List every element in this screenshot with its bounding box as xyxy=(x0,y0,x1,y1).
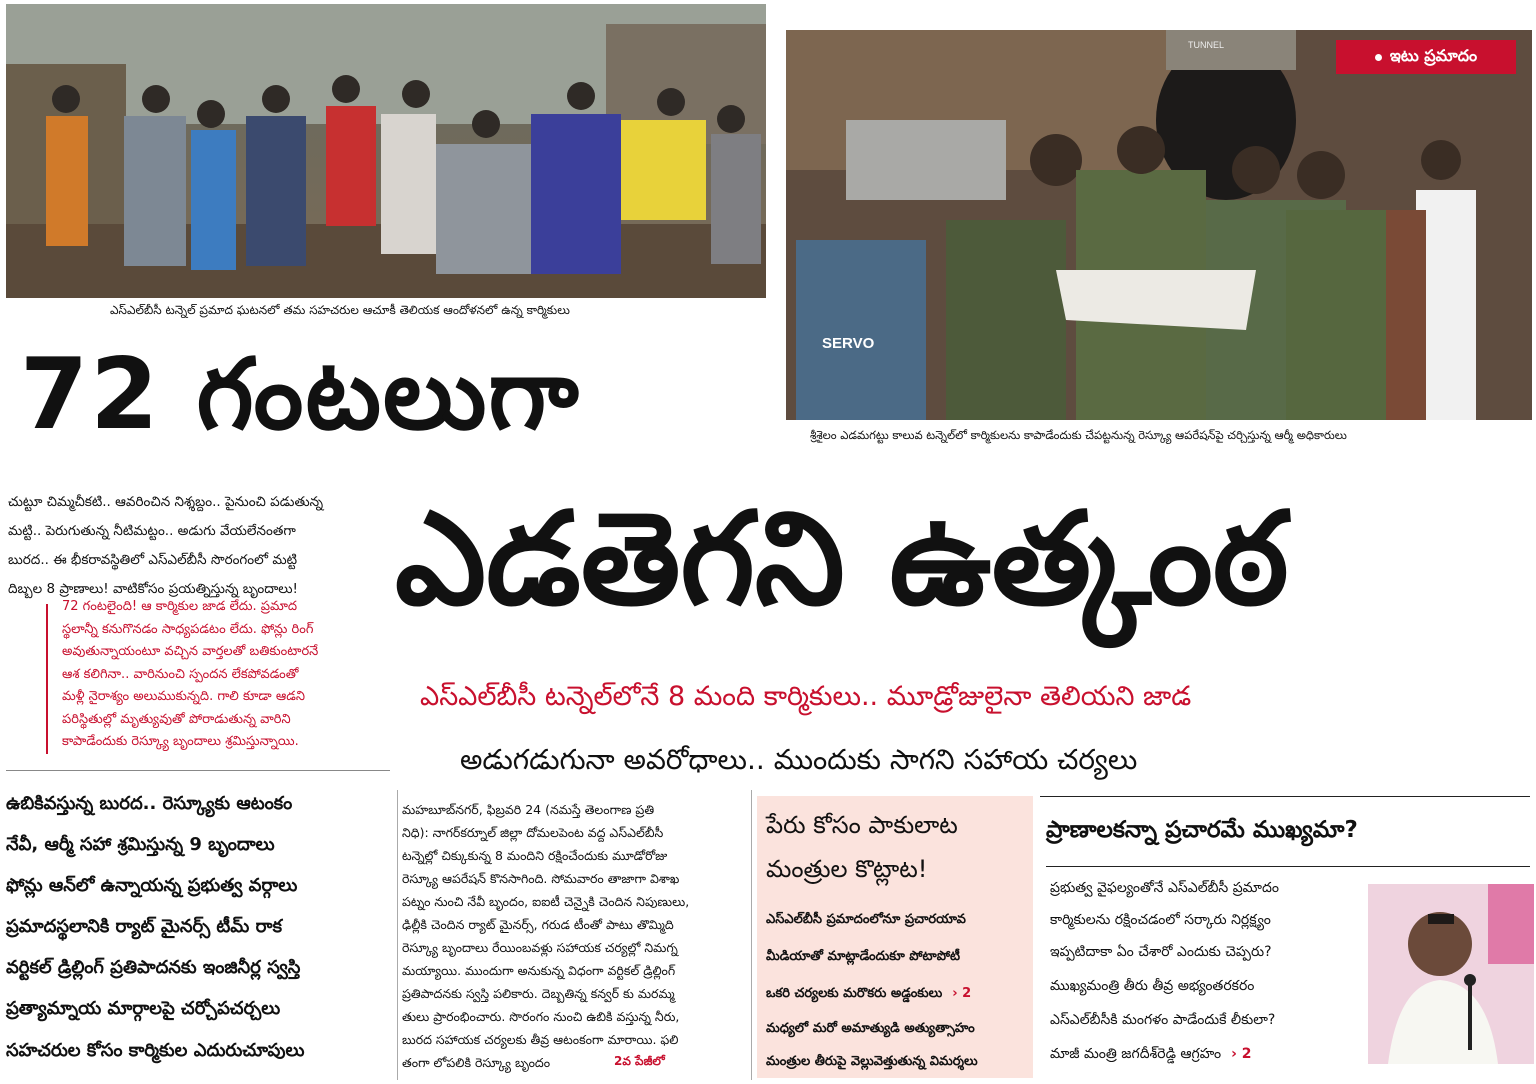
intro-red-paragraph: 72 గంటలైంది! ఆ కార్మికుల జాడ లేదు. ప్రమాద స్థలాన్నీ కనుగొనడం సాధ్యపడటం లేదు. ఫోన్లు రింగ్ అవుతున్నాయంటూ వచ్చిన వార్తలతో బతికుంటారనే ఆశ కలిగినా.. వారినుంచి స్పందన లేకపోవడంతో మళ్లీ నైరాశ్యం అలుముకున్నది. గాలి కూడా ఆడని పరిస్థితుల్లో మృత్యువుతో పోరాడుతున్న వారిని కాపాడేందుకు రెస్క్యూ బృందాలు శ్రమిస్తున్నాయి. xyxy=(62,599,319,749)
right-box-attribution: మాజీ మంత్రి జగదీశ్‌రెడ్డి ఆగ్రహం › 2 xyxy=(1050,1046,1252,1062)
drum-label: SERVO xyxy=(822,335,875,352)
army-photo-caption: శ్రీశైలం ఎడమగట్టు కాలువ టన్నెల్‌లో కార్మికులను కాపాడేందుకు చేపట్టనున్న రెస్క్యూ ఆపరేషన్‌పై చర్చిస్తున్న ఆర్మీ అధికారులు xyxy=(810,428,1347,442)
bullet-dot-icon xyxy=(1375,54,1382,61)
right-box-line: కార్మికులను రక్షించడంలో సర్కారు నిర్లక్ష్యం xyxy=(1050,912,1271,928)
ministers-box-line: ఎస్ఎల్‌బీసీ ప్రమాదంలోనూ ప్రచారయావ xyxy=(766,912,966,927)
right-box-top-rule xyxy=(1040,796,1530,797)
continued-page-ref: 2వ పేజీలో xyxy=(614,1054,665,1068)
right-box-line: ఎస్ఎల్‌బీసీకి మంగళం పాడేందుకే లీకులా? xyxy=(1050,1012,1276,1028)
bullet-item: ప్రమాదస్థలానికి ర్యాట్ మైనర్స్ టీమ్ రాక xyxy=(6,916,282,937)
red-quote-bar xyxy=(46,604,48,754)
army-officers-illustration xyxy=(786,30,1532,420)
tunnel-sign-text: TUNNEL xyxy=(1188,40,1225,50)
bullet-item: ఫోన్లు ఆన్‌లో ఉన్నాయన్న ప్రభుత్వ వర్గాలు xyxy=(6,875,298,896)
ministers-box-line: మీడియాతో మాట్లాడేందుకూ పోటాపోటీ xyxy=(766,949,961,964)
ministers-box-title-2: మంత్రుల కొట్లాట! xyxy=(766,855,928,883)
right-box-line: ముఖ్యమంత్రి తీరు తీవ్ర అభ్యంతరకరం xyxy=(1050,978,1255,994)
bullet-item: ప్రత్యామ్నాయ మార్గాలపై చర్చోపచర్చలు xyxy=(6,998,281,1019)
jagadish-reddy-photo xyxy=(1368,884,1534,1064)
intro-paragraph: చుట్టూ చిమ్మచీకటి.. ఆవరించిన నిశ్శబ్దం.. పైనుంచి పడుతున్న మట్టి.. పెరుగుతున్న నీటిమట్టం.. అడుగు వేయలేనంతగా బురద.. ఈ భీకరావస్థితిలో ఎస్ఎల్‌బీసీ సొరంగంలో మట్టి దిబ్బల 8 ప్రాణాలు! వాటికోసం ప్రయత్నిస్తున్న బృందాలు! xyxy=(8,494,324,597)
bullet-item: సహచరుల కోసం కార్మికుల ఎదురుచూపులు xyxy=(6,1040,305,1061)
army-officers-photo xyxy=(786,30,1532,420)
portrait-illustration xyxy=(1368,884,1534,1064)
right-box-line: ప్రభుత్వ వైఫల్యంతోనే ఎస్ఎల్‌బీసీ ప్రమాదం xyxy=(1050,880,1279,896)
headline-line-1: 72 గంటలుగా xyxy=(20,338,581,452)
workers-photo-caption: ఎస్ఎల్‌బీసీ టన్నెల్ ప్రమాద ఘటనలో తమ సహచరుల ఆచూకీ తెలియక ఆందోళనలో ఉన్న కార్మికులు xyxy=(110,303,570,317)
workers-photo-illustration xyxy=(6,4,766,298)
ministers-box-line: ఒకరి చర్యలకు మరొకరు అడ్డంకులు › 2 xyxy=(766,986,972,1001)
bullet-item: ఉబికివస్తున్న బురద.. రెస్క్యూకు ఆటంకం xyxy=(6,793,293,814)
right-box-line: ఇప్పటిదాకా ఏం చేశారో ఎందుకు చెప్పరు? xyxy=(1050,944,1272,960)
right-box-title: ప్రాణాలకన్నా ప్రచారమే ముఖ్యమా? xyxy=(1046,817,1358,843)
column-divider-1 xyxy=(397,790,398,1080)
ministers-box-title-1: పేరు కోసం పాకులాట xyxy=(766,811,958,839)
ministers-box-line: మంత్రుల తీరుపై వెల్లువెత్తుతున్న విమర్శలు xyxy=(766,1054,978,1069)
headline-line-2: ఎడతెగని ఉత్కంఠ xyxy=(395,485,1289,634)
column-divider-2 xyxy=(751,790,752,1080)
bullets-top-rule xyxy=(6,770,390,771)
right-box-title-rule xyxy=(1046,866,1530,867)
page-ref: › 2 xyxy=(1231,1046,1252,1062)
topic-badge-label: ఇటు ప్రమాదం xyxy=(1389,45,1478,65)
body-text: మహబూబ్‌నగర్, ఫిబ్రవరి 24 (నమస్తే తెలంగాణ ప్రతి నిధి): నాగర్‌కర్నూల్ జిల్లా దోమలపెంట వద్ద ఎస్ఎల్‌బీసీ టన్నెల్లో చిక్కుకున్న 8 మందిని రక్షించేందుకు మూడోరోజు రెస్క్యూ ఆపరేషన్ కొనసాగింది. సోమవారం తాజాగా విశాఖ పట్నం నుంచి నేవీ బృందం, ఐఐటీ చెన్నైకి చెందిన నిపుణులు, ఢిల్లీకి చెందిన ర్యాట్ మైనర్స్, గరుడ టీంతో పాటు తొమ్మిది రెస్క్యూ బృందాలు రేయింబవళ్లు సహాయక చర్యల్లో నిమగ్న మయ్యాయి. ముందుగా అనుకున్న విధంగా వర్టికల్ డ్రిల్లింగ్ ప్రతిపాదనకు స్వస్తి పలికారు. దెబ్బతిన్న కన్వర్‌ కు మరమ్మ తులు ప్రారంభించారు. సొరంగం నుంచి ఉబికి వస్తున్న నీరు, బురద సహాయక చర్యలకు తీవ్ర ఆటంకంగా మారాయి. ఫలి తంగా లోపలికి రెస్క్యూ బృందం xyxy=(402,802,690,1070)
topic-badge xyxy=(1336,40,1516,74)
workers-photo xyxy=(6,4,766,298)
ministers-box-line: మధ్యలో మరో అమాత్యుడి అత్యుత్సాహం xyxy=(766,1021,975,1036)
subhead-red: ఎస్ఎల్‌బీసీ టన్నెల్‌లోనే 8 మంది కార్మికులు.. మూడ్రోజులైనా తెలియని జాడ xyxy=(420,681,1192,712)
page-ref: › 2 xyxy=(952,986,972,1001)
bullet-item: నేవీ, ఆర్మీ సహా శ్రమిస్తున్న 9 బృందాలు xyxy=(6,834,275,855)
bullet-item: వర్టికల్ డ్రిల్లింగ్ ప్రతిపాదనకు ఇంజినీర్ల స్వస్తి xyxy=(6,957,301,978)
subhead-black: అడుగడుగునా అవరోధాలు.. ముందుకు సాగని సహాయ చర్యలు xyxy=(460,743,1138,776)
